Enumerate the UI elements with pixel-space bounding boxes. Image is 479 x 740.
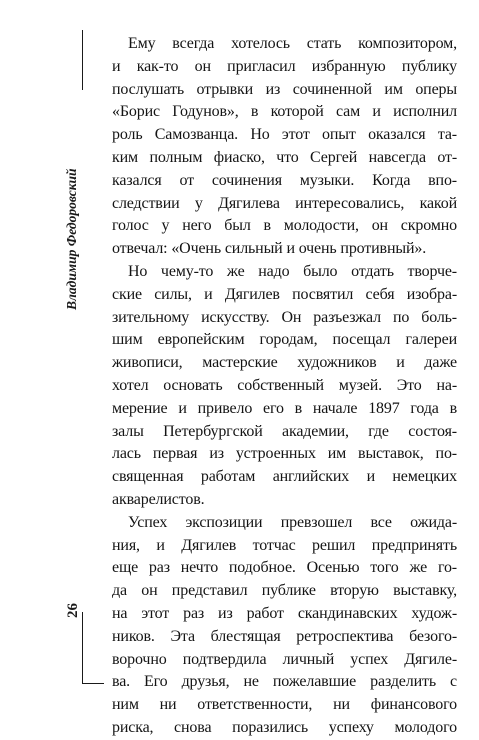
text-line: зительному искусству. Он разъезжал по боль-	[112, 308, 457, 326]
paragraph-3	[112, 512, 457, 740]
text-line: Успех экспозиции превзошел все ожида-	[128, 513, 457, 531]
body-text	[112, 33, 457, 740]
text-line: на этот раз из работ скандинавских худож-	[112, 604, 457, 622]
text-line: ва. Его друзья, не пожелавшие разделить с	[112, 673, 457, 691]
text-line: ния, и Дягилев тотчас решил предпринять	[112, 536, 457, 554]
text-line: акварелистов.	[112, 490, 205, 508]
paragraph-2	[112, 261, 457, 512]
page-number-rule	[82, 612, 83, 684]
text-line: казался от сочинения музыки. Когда впо-	[112, 171, 457, 189]
page-number-tick	[82, 683, 104, 684]
text-line: Но чему-то же надо было отдать творче-	[128, 262, 457, 280]
text-line: ним ни ответственности, ни финансового	[112, 696, 457, 714]
paragraph-1	[112, 33, 457, 261]
text-line: Ему всегда хотелось стать композитором,	[128, 35, 457, 52]
text-line: ким полным фиаско, что Сергей навсегда от-	[112, 148, 457, 166]
text-line: да он представил публике вторую выставку,	[112, 582, 457, 600]
text-line: ские силы, и Дягилев посвятил себя изобра-	[112, 285, 457, 303]
text-line: роль Самозванца. Но этот опыт оказался та-	[112, 126, 457, 144]
text-line: послушать отрывки из сочиненной им оперы	[112, 80, 457, 98]
text-line: риска, снова поразились успеху молодого	[112, 718, 457, 736]
text-line: следствии у Дягилева интересовались, какой	[112, 194, 457, 212]
text-line: «Борис Годунов», в которой сам и исполнил	[112, 103, 457, 121]
text-line: отвечал: «Очень сильный и очень противный».	[112, 240, 427, 258]
text-line: и как-то он пригласил избранную публику	[112, 57, 457, 75]
text-line: живописи, мастерские художников и даже	[112, 354, 457, 372]
running-head-rule	[82, 30, 83, 90]
text-line: ворочно подтвердила личный успех Дягиле-	[112, 650, 457, 668]
text-line: мерение и привело его в начале 1897 года в	[112, 399, 457, 417]
text-line: залы Петербургской академии, где состоя-	[112, 422, 457, 440]
text-line: шим европейским городам, посещал галереи	[112, 331, 457, 349]
text-line: хотел основать собственный музей. Это на-	[112, 376, 457, 394]
text-line: еще раз нечто подобное. Осенью того же го-	[112, 559, 457, 577]
text-line: голос у него был в молодости, он скромно	[112, 217, 457, 235]
page-number: 26	[65, 603, 81, 618]
text-line: лась первая из устроенных им выставок, по-	[112, 445, 457, 463]
text-line: священная работам английских и немецких	[112, 468, 457, 486]
text-line: ников. Эта блестящая ретроспектива безого-	[112, 627, 457, 645]
running-head-author: Владимир Федоровский	[64, 168, 79, 310]
